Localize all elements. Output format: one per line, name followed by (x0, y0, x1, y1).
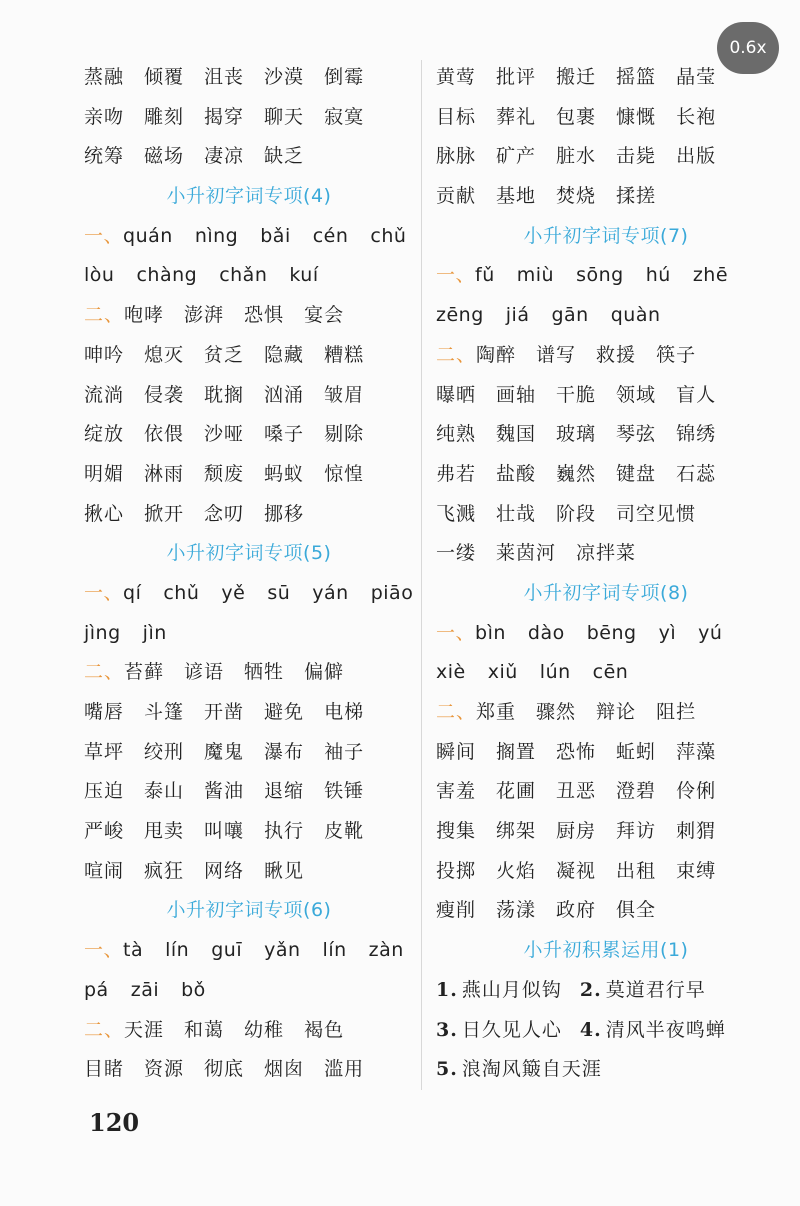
section-heading: 小升初字词专项(8) (523, 581, 689, 604)
answer-text: 清风半夜鸣蝉 (605, 1018, 726, 1041)
pinyin-word: lín (165, 939, 190, 962)
pinyin-word: yě (221, 581, 246, 604)
pinyin-word: lún (539, 661, 571, 684)
answer-row (436, 177, 776, 217)
answer-word: 谚语 (184, 661, 225, 684)
answer-row (436, 971, 776, 1011)
pinyin-word: zāi (130, 978, 160, 1001)
item-marker: 二、 (436, 343, 477, 366)
answer-number: 2. (579, 978, 602, 1001)
answer-word: 糟糕 (324, 343, 365, 366)
answer-word: 巍然 (556, 462, 597, 485)
answer-word: 曝晒 (436, 383, 477, 406)
verse-answer (436, 1011, 562, 1051)
answer-word: 依偎 (144, 423, 185, 446)
answer-word: 飞溅 (436, 502, 477, 525)
pinyin-row (84, 256, 414, 296)
answer-word: 萍藻 (676, 740, 717, 763)
answer-word: 掀开 (144, 502, 185, 525)
pinyin-row (436, 653, 776, 693)
answer-word: 目睹 (84, 1058, 125, 1081)
answer-word: 凝视 (556, 859, 597, 882)
answer-word: 雕刻 (144, 105, 185, 128)
answer-word: 和蔼 (184, 1018, 225, 1041)
pinyin-row (84, 574, 414, 614)
answer-word: 亲吻 (84, 105, 125, 128)
answer-word: 甩卖 (144, 820, 185, 843)
pinyin-word: yán (312, 581, 349, 604)
answer-word: 出版 (676, 145, 717, 168)
answer-word: 瘦削 (436, 899, 477, 922)
answer-row (436, 376, 776, 416)
pinyin-word: cēn (592, 661, 629, 684)
answer-word: 绽放 (84, 423, 125, 446)
pinyin-row (436, 256, 776, 296)
answer-word: 苔藓 (124, 661, 165, 684)
answer-word: 恐怖 (556, 740, 597, 763)
item-marker: 二、 (84, 1018, 125, 1041)
pinyin-word: jìn (142, 621, 167, 644)
answer-word: 铁锤 (324, 780, 365, 803)
pinyin-word: bǒ (181, 978, 206, 1001)
pinyin-word: tà (123, 939, 144, 962)
answer-word: 矿产 (496, 145, 537, 168)
answer-word: 澎湃 (184, 304, 225, 327)
answer-word: 草坪 (84, 740, 125, 763)
answer-word: 避免 (264, 701, 305, 723)
answer-text: 燕山月似钩 (461, 978, 562, 1001)
answer-row (84, 296, 414, 336)
answer-word: 泰山 (144, 780, 185, 803)
section-heading: 小升初字词专项(5) (166, 542, 332, 565)
answer-word: 搜集 (436, 820, 477, 843)
answer-word: 剔除 (324, 423, 365, 446)
answer-word: 颓废 (204, 462, 245, 485)
answer-row (436, 415, 776, 455)
answer-word: 惊惶 (324, 462, 365, 485)
pinyin-word: yú (698, 621, 723, 644)
answer-word: 盐酸 (496, 462, 537, 485)
answer-row (436, 137, 776, 177)
answer-word: 严峻 (84, 820, 125, 843)
answer-word: 蒸融 (84, 66, 125, 88)
answer-word: 键盘 (616, 462, 657, 485)
verse-answer (436, 971, 562, 1011)
answer-word: 幼稚 (244, 1018, 285, 1041)
answer-word: 刺猬 (676, 820, 717, 843)
pinyin-word: zhē (692, 264, 729, 287)
answer-row (84, 137, 414, 177)
answer-word: 目标 (436, 105, 477, 128)
right-column (436, 58, 776, 1090)
answer-word: 盲人 (676, 383, 717, 406)
pinyin-word: jìng (84, 621, 121, 644)
answer-word: 呻吟 (84, 343, 125, 366)
answer-word: 倾覆 (144, 66, 185, 88)
pinyin-word: yì (658, 621, 677, 644)
answer-word: 沮丧 (204, 66, 245, 88)
answer-row (436, 733, 776, 773)
answer-word: 包裹 (556, 105, 597, 128)
item-marker: 一、 (436, 621, 476, 644)
answer-word: 皮靴 (324, 820, 365, 843)
answer-word: 救援 (596, 343, 637, 366)
pinyin-word: sū (267, 581, 291, 604)
answer-word: 筷子 (656, 343, 697, 366)
pinyin-word: miù (516, 264, 555, 287)
answer-word: 批评 (496, 66, 537, 88)
answer-word: 缺乏 (264, 145, 305, 168)
answer-row (84, 653, 414, 693)
answer-row (84, 733, 414, 773)
answer-word: 天涯 (124, 1018, 165, 1041)
verse-answer (436, 1050, 602, 1090)
pinyin-word: lòu (84, 264, 115, 287)
answer-word: 葬礼 (496, 105, 537, 128)
speed-badge[interactable]: 0.6x (717, 22, 779, 74)
pinyin-row (84, 971, 414, 1011)
pinyin-word: yǎn (264, 939, 301, 962)
answer-word: 寂寞 (324, 105, 365, 128)
answer-word: 嘴唇 (84, 701, 125, 723)
answer-word: 慷慨 (616, 105, 657, 128)
answer-word: 流淌 (84, 383, 125, 406)
answer-row (436, 772, 776, 812)
answer-word: 荡漾 (496, 899, 537, 922)
pinyin-word: quàn (610, 304, 661, 327)
answer-word: 侵袭 (144, 383, 185, 406)
answer-word: 长袍 (676, 105, 717, 128)
answer-word: 蚯蚓 (616, 740, 657, 763)
answer-word: 蚂蚁 (264, 462, 305, 485)
pinyin-word: zàn (368, 939, 404, 962)
answer-word: 骤然 (536, 701, 577, 723)
answer-word: 资源 (144, 1058, 185, 1081)
answer-row (84, 693, 414, 733)
section-heading: 小升初积累运用(1) (523, 939, 689, 962)
answer-row (84, 495, 414, 535)
answer-word: 瞬间 (436, 740, 477, 763)
answer-word: 倒霉 (324, 66, 365, 88)
answer-number: 1. (436, 978, 458, 1001)
answer-word: 斗篷 (144, 701, 185, 723)
answer-row (84, 812, 414, 852)
pinyin-word: nìng (194, 224, 239, 247)
verse-answer (580, 971, 706, 1011)
answer-word: 淋雨 (144, 462, 185, 485)
pinyin-word: zēng (436, 304, 484, 327)
left-column (84, 58, 414, 1090)
pinyin-word: chǔ (163, 581, 200, 604)
answer-word: 隐藏 (264, 343, 305, 366)
answer-word: 压迫 (84, 780, 125, 803)
answer-word: 搬迁 (556, 66, 597, 88)
pinyin-word: xiǔ (487, 661, 518, 684)
pinyin-word: chàng (136, 264, 198, 287)
answer-word: 投掷 (436, 859, 477, 882)
pinyin-word: lín (322, 939, 347, 962)
answer-row (436, 98, 776, 138)
answer-word: 挪移 (264, 502, 305, 525)
item-marker: 二、 (84, 304, 125, 327)
answer-word: 汹涌 (264, 383, 305, 406)
answer-word: 干脆 (556, 383, 597, 406)
answer-word: 俱全 (616, 899, 657, 922)
answer-word: 束缚 (676, 859, 717, 882)
item-marker: 一、 (84, 939, 124, 962)
pinyin-word: bǎi (260, 224, 291, 247)
answer-word: 凉拌菜 (576, 542, 637, 565)
verse-answer (580, 1011, 726, 1051)
answer-word: 彻底 (204, 1058, 245, 1081)
answer-word: 丑恶 (556, 780, 597, 803)
answer-word: 陶醉 (476, 343, 517, 366)
pinyin-word: piāo (370, 581, 414, 604)
answer-word: 酱油 (204, 780, 245, 803)
pinyin-word: xiè (436, 661, 466, 684)
answer-word: 击毙 (616, 145, 657, 168)
answer-number: 4. (579, 1018, 602, 1041)
answer-word: 袖子 (324, 740, 365, 763)
answer-word: 弗若 (436, 462, 477, 485)
answer-word: 偏僻 (304, 661, 345, 684)
answer-word: 沙漠 (264, 66, 305, 88)
answer-word: 皱眉 (324, 383, 365, 406)
answer-word: 壮哉 (496, 502, 537, 525)
section-heading: 小升初字词专项(7) (523, 224, 689, 247)
answer-text: 莫道君行早 (605, 978, 706, 1001)
answer-word: 晶莹 (676, 66, 717, 88)
answer-row (436, 693, 776, 733)
answer-word: 叫嚷 (204, 820, 245, 843)
answer-word: 恐惧 (244, 304, 285, 327)
pinyin-word: fǔ (475, 264, 495, 287)
answer-word: 谱写 (536, 343, 577, 366)
answer-word: 画轴 (496, 383, 537, 406)
item-marker: 二、 (436, 701, 477, 723)
answer-word: 出租 (616, 859, 657, 882)
answer-word: 宴会 (304, 304, 345, 327)
answer-word: 一缕 (436, 542, 477, 565)
section-heading: 小升初字词专项(6) (166, 899, 332, 922)
answer-row (436, 495, 776, 535)
answer-word: 磁场 (144, 145, 185, 168)
answer-row (436, 891, 776, 931)
answer-word: 魏国 (496, 423, 537, 446)
answer-word: 揭穿 (204, 105, 245, 128)
answer-row (84, 415, 414, 455)
pinyin-word: bēng (586, 621, 637, 644)
answer-word: 熄灭 (144, 343, 185, 366)
answer-word: 魔鬼 (204, 740, 245, 763)
answer-word: 澄碧 (616, 780, 657, 803)
section-heading: 小升初字词专项(4) (166, 185, 332, 208)
answer-number: 3. (436, 1018, 458, 1041)
answer-word: 褐色 (304, 1018, 345, 1041)
answer-word: 搁置 (496, 740, 537, 763)
answer-word: 明媚 (84, 462, 125, 485)
answer-word: 疯狂 (144, 859, 185, 882)
pinyin-word: bìn (475, 621, 506, 644)
answer-word: 领域 (616, 383, 657, 406)
answer-word: 滥用 (324, 1058, 365, 1081)
answer-word: 喧闹 (84, 859, 125, 882)
pinyin-row (84, 614, 414, 654)
answer-word: 黄莺 (436, 66, 477, 88)
answer-word: 锦绣 (676, 423, 717, 446)
pinyin-word: quán (123, 224, 173, 247)
answer-word: 贡献 (436, 185, 477, 208)
answer-word: 厨房 (556, 820, 597, 843)
answer-row (436, 534, 776, 574)
item-marker: 二、 (84, 661, 125, 684)
answer-word: 嗓子 (264, 423, 305, 446)
answer-word: 莱茵河 (496, 542, 557, 565)
pinyin-word: dào (527, 621, 565, 644)
answer-word: 绑架 (496, 820, 537, 843)
answer-word: 伶俐 (676, 780, 717, 803)
answer-word: 拜访 (616, 820, 657, 843)
answer-word: 政府 (556, 899, 597, 922)
pinyin-word: chǎn (219, 264, 268, 287)
answer-word: 纯熟 (436, 423, 477, 446)
item-marker: 一、 (436, 264, 476, 287)
answer-word: 开凿 (204, 701, 245, 723)
item-marker: 一、 (84, 581, 124, 604)
answer-word: 耽搁 (204, 383, 245, 406)
pinyin-word: sōng (576, 264, 624, 287)
answer-word: 绞刑 (144, 740, 185, 763)
answer-word: 脉脉 (436, 145, 477, 168)
answer-word: 阶段 (556, 502, 597, 525)
answer-word: 焚烧 (556, 185, 597, 208)
pinyin-row (84, 217, 414, 257)
pinyin-row (436, 296, 776, 336)
answer-word: 基地 (496, 185, 537, 208)
answer-row (436, 852, 776, 892)
answer-row (84, 1050, 414, 1090)
answer-word: 凄凉 (204, 145, 245, 168)
pinyin-word: kuí (289, 264, 319, 287)
answer-row (84, 772, 414, 812)
answer-word: 司空见惯 (616, 502, 697, 525)
answer-word: 花圃 (496, 780, 537, 803)
answer-row (84, 852, 414, 892)
answer-row (84, 98, 414, 138)
answer-word: 辩论 (596, 701, 637, 723)
pinyin-word: jiá (505, 304, 530, 327)
pinyin-word: qí (123, 581, 142, 604)
answer-word: 咆哮 (124, 304, 165, 327)
answer-row (436, 455, 776, 495)
answer-word: 揪心 (84, 502, 125, 525)
answer-row (84, 376, 414, 416)
answer-word: 贫乏 (204, 343, 245, 366)
answer-word: 念叨 (204, 502, 245, 525)
answer-row (84, 455, 414, 495)
answer-word: 害羞 (436, 780, 477, 803)
answer-word: 阻拦 (656, 701, 697, 723)
answer-row (436, 1050, 776, 1090)
column-divider (421, 60, 422, 1090)
item-marker: 一、 (84, 224, 124, 247)
page-number: 120 (89, 1108, 140, 1137)
answer-text: 浪淘风簸自天涯 (461, 1058, 602, 1081)
answer-text: 日久见人心 (461, 1018, 562, 1041)
answer-number: 5. (436, 1058, 458, 1081)
answer-row (436, 336, 776, 376)
answer-row (84, 336, 414, 376)
answer-word: 聊天 (264, 105, 305, 128)
answer-word: 脏水 (556, 145, 597, 168)
answer-word: 牺牲 (244, 661, 285, 684)
answer-word: 郑重 (476, 701, 517, 723)
answer-row (84, 58, 414, 98)
pinyin-row (436, 614, 776, 654)
pinyin-row (84, 931, 414, 971)
answer-word: 琴弦 (616, 423, 657, 446)
answer-row (84, 1011, 414, 1051)
answer-word: 退缩 (264, 780, 305, 803)
pinyin-word: hú (645, 264, 671, 287)
answer-word: 烟囱 (264, 1058, 305, 1081)
pinyin-word: guī (211, 939, 243, 962)
answer-word: 统筹 (84, 145, 125, 168)
answer-word: 火焰 (496, 859, 537, 882)
answer-word: 执行 (264, 820, 305, 843)
answer-word: 瀑布 (264, 740, 305, 763)
pinyin-word: cén (312, 224, 349, 247)
pinyin-word: pá (84, 978, 109, 1001)
answer-word: 摇篮 (616, 66, 657, 88)
answer-word: 石蕊 (676, 462, 717, 485)
answer-word: 揉搓 (616, 185, 657, 208)
answer-row (436, 812, 776, 852)
answer-word: 电梯 (324, 701, 365, 723)
pinyin-word: chǔ (370, 224, 407, 247)
answer-word: 网络 (204, 859, 245, 882)
pinyin-word: gān (551, 304, 589, 327)
answer-word: 瞅见 (264, 859, 305, 882)
answer-word: 玻璃 (556, 423, 597, 446)
answer-row (436, 1011, 776, 1051)
answer-word: 沙哑 (204, 423, 245, 446)
